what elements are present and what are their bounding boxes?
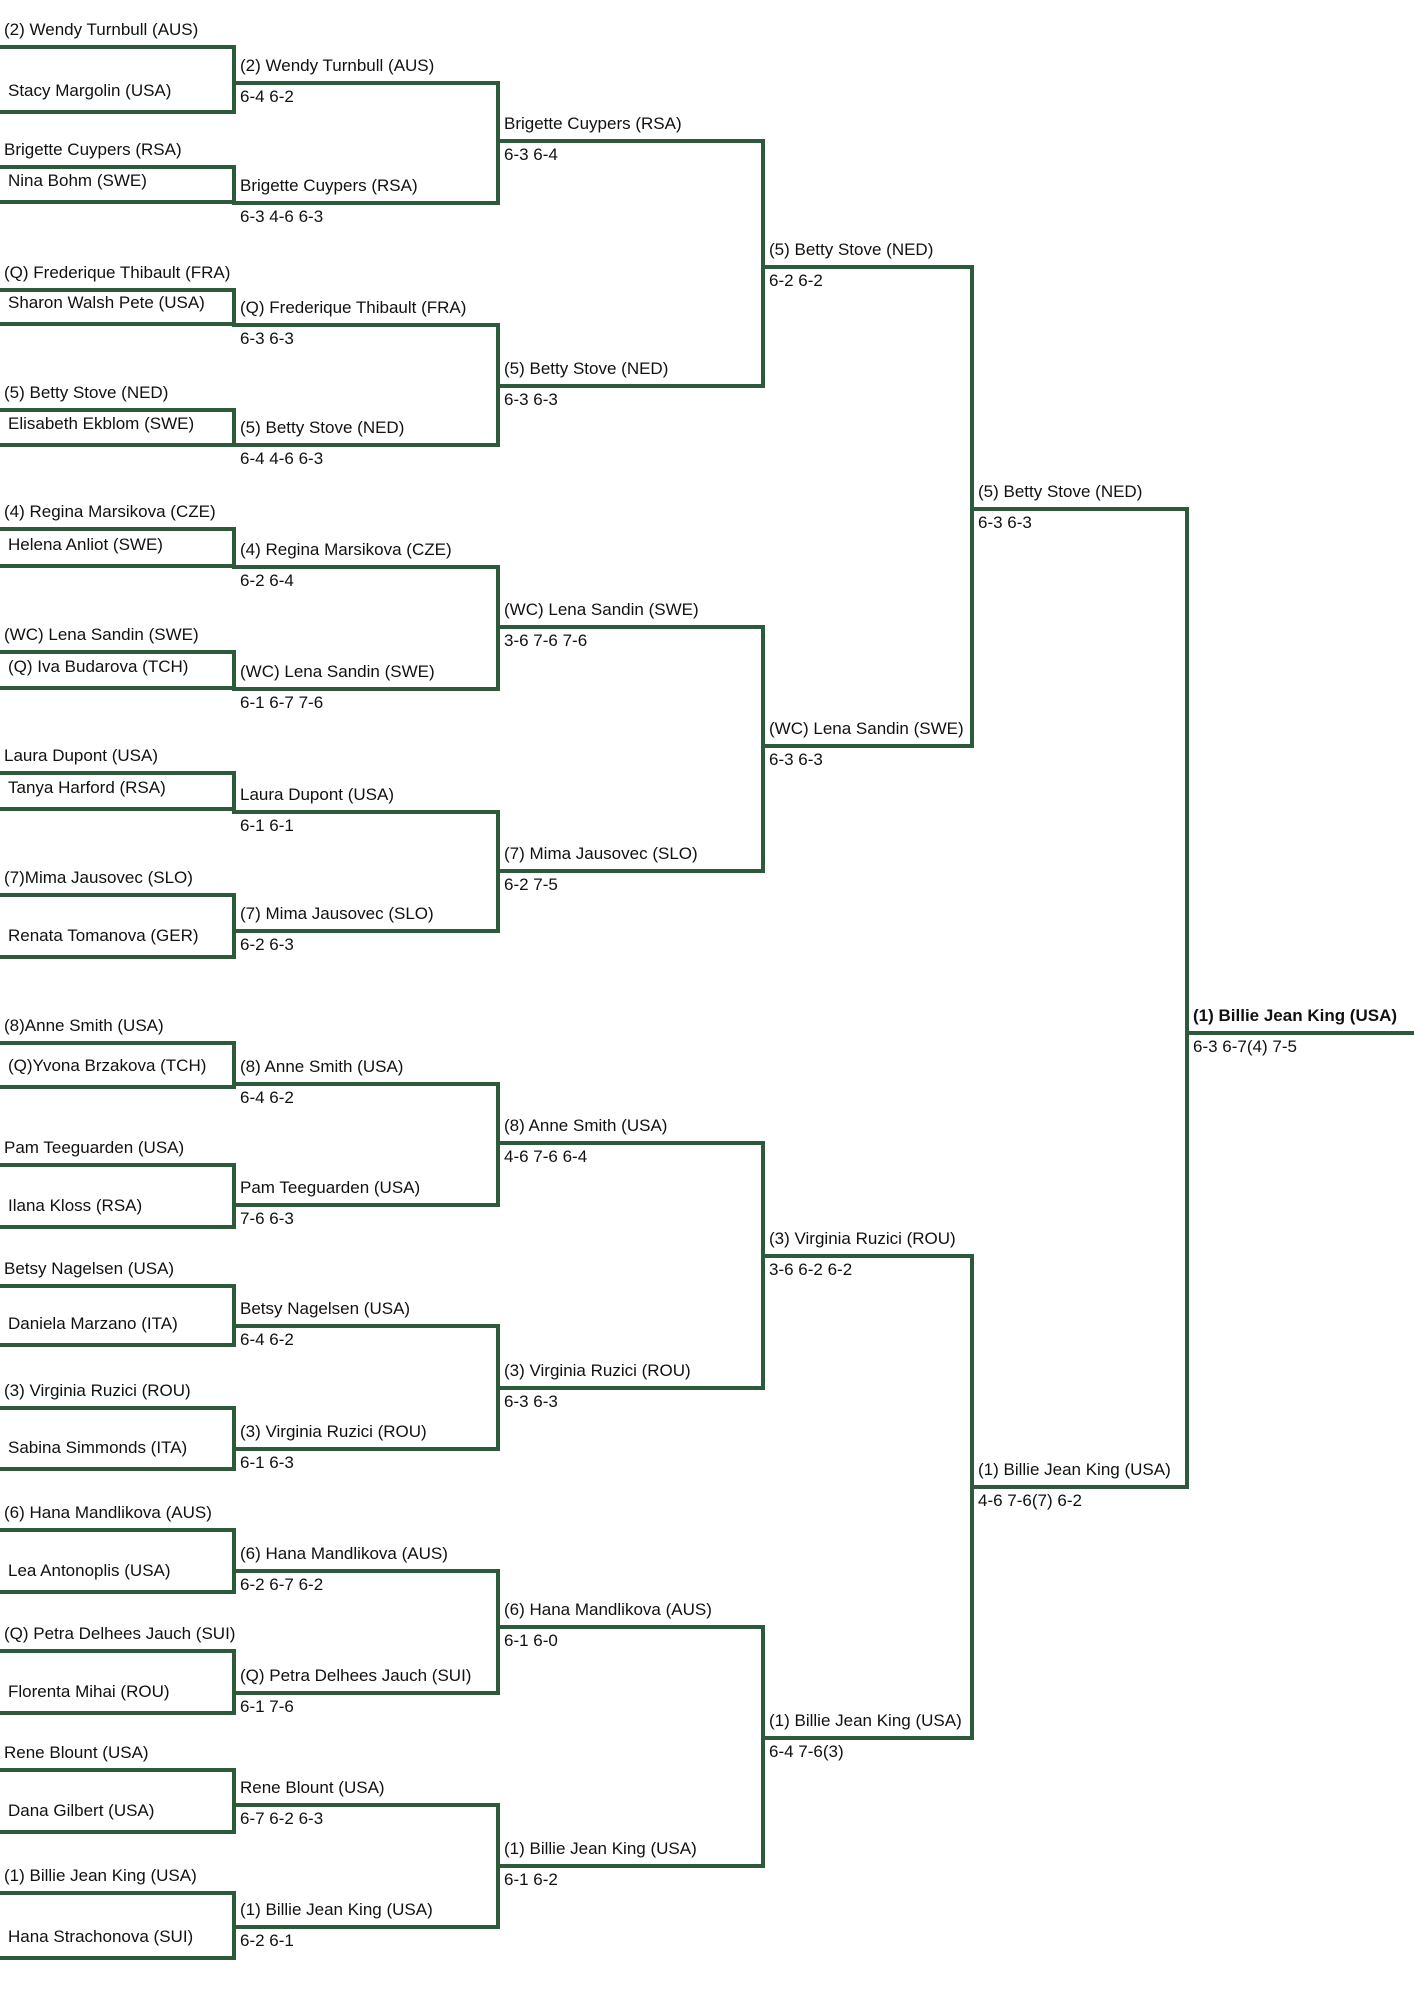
r1-player-name: (4) Regina Marsikova (CZE) [4, 502, 216, 521]
r4-winner-name: (WC) Lena Sandin (SWE) [769, 719, 964, 738]
r1-player-name: Daniela Marzano (ITA) [8, 1314, 178, 1333]
r1-player-name: Elisabeth Ekblom (SWE) [8, 414, 195, 433]
r2-winner-name: Betsy Nagelsen (USA) [240, 1299, 411, 1318]
r3-score: 6-3 6-3 [504, 1392, 558, 1411]
r1-player-name: (6) Hana Mandlikova (AUS) [4, 1503, 212, 1522]
r2-score: 6-2 6-3 [240, 935, 294, 954]
r1-player-name: (Q) Petra Delhees Jauch (SUI) [4, 1624, 236, 1643]
r2-winner-name: Laura Dupont (USA) [240, 785, 395, 804]
r5-score: 4-6 7-6(7) 6-2 [978, 1491, 1082, 1510]
r3-score: 6-1 6-0 [504, 1631, 558, 1650]
r4-winner-name: (1) Billie Jean King (USA) [769, 1711, 962, 1730]
r1-player-name: Brigette Cuypers (RSA) [4, 140, 182, 159]
r4-score: 6-4 7-6(3) [769, 1742, 844, 1761]
r2-winner-name: (3) Virginia Ruzici (ROU) [240, 1422, 427, 1441]
r1-player-name: Nina Bohm (SWE) [8, 171, 147, 190]
r2-winner-name: Pam Teeguarden (USA) [240, 1178, 421, 1197]
r4-winner-name: (5) Betty Stove (NED) [769, 240, 934, 259]
r3-winner-name: (7) Mima Jausovec (SLO) [504, 844, 698, 863]
r3-winner-name: (6) Hana Mandlikova (AUS) [504, 1600, 712, 1619]
r2-score: 6-2 6-4 [240, 571, 294, 590]
r1-player-name: (Q) Frederique Thibault (FRA) [4, 263, 231, 282]
r3-winner-name: (1) Billie Jean King (USA) [504, 1839, 697, 1858]
r1-player-name: (Q) Iva Budarova (TCH) [8, 657, 189, 676]
r4-winner-name: (3) Virginia Ruzici (ROU) [769, 1229, 956, 1248]
r1-player-name: Betsy Nagelsen (USA) [4, 1259, 175, 1278]
r2-winner-name: (Q) Frederique Thibault (FRA) [240, 298, 467, 317]
r2-score: 6-1 6-1 [240, 816, 294, 835]
r1-player-name: Sabina Simmonds (ITA) [8, 1438, 188, 1457]
r1-player-name: Rene Blount (USA) [4, 1743, 149, 1762]
r2-score: 6-7 6-2 6-3 [240, 1809, 324, 1828]
r2-score: 6-3 6-3 [240, 329, 294, 348]
r1-player-name: Tanya Harford (RSA) [8, 778, 166, 797]
r2-winner-name: (7) Mima Jausovec (SLO) [240, 904, 434, 923]
r2-winner-name: (WC) Lena Sandin (SWE) [240, 662, 435, 681]
r1-player-name: (1) Billie Jean King (USA) [4, 1866, 197, 1885]
r3-winner-name: (5) Betty Stove (NED) [504, 359, 669, 378]
r2-score: 6-1 6-3 [240, 1453, 294, 1472]
r1-player-name: (WC) Lena Sandin (SWE) [4, 625, 199, 644]
r2-score: 6-2 6-7 6-2 [240, 1575, 324, 1594]
r1-player-name: (8)Anne Smith (USA) [4, 1016, 164, 1035]
r4-score: 3-6 6-2 6-2 [769, 1260, 853, 1279]
r1-player-name: Stacy Margolin (USA) [8, 81, 172, 100]
r2-score: 7-6 6-3 [240, 1209, 294, 1228]
r1-player-name: Helena Anliot (SWE) [8, 535, 163, 554]
r3-winner-name: Brigette Cuypers (RSA) [504, 114, 682, 133]
r1-player-name: Dana Gilbert (USA) [8, 1801, 155, 1820]
r2-winner-name: (1) Billie Jean King (USA) [240, 1900, 433, 1919]
r1-player-name: Hana Strachonova (SUI) [8, 1927, 194, 1946]
r2-score: 6-4 4-6 6-3 [240, 449, 324, 468]
r6-score: 6-3 6-7(4) 7-5 [1193, 1037, 1297, 1056]
r3-score: 3-6 7-6 7-6 [504, 631, 588, 650]
r2-score: 6-1 7-6 [240, 1697, 294, 1716]
r4-score: 6-3 6-3 [769, 750, 823, 769]
r2-winner-name: (Q) Petra Delhees Jauch (SUI) [240, 1666, 472, 1685]
r2-winner-name: (5) Betty Stove (NED) [240, 418, 405, 437]
r2-score: 6-2 6-1 [240, 1931, 294, 1950]
r1-player-name: (5) Betty Stove (NED) [4, 383, 169, 402]
r2-score: 6-3 4-6 6-3 [240, 207, 324, 226]
r2-score: 6-1 6-7 7-6 [240, 693, 324, 712]
r1-player-name: Laura Dupont (USA) [4, 746, 159, 765]
r2-winner-name: (2) Wendy Turnbull (AUS) [240, 56, 435, 75]
r3-score: 6-3 6-4 [504, 145, 558, 164]
r1-player-name: Florenta Mihai (ROU) [8, 1682, 170, 1701]
r2-winner-name: Rene Blount (USA) [240, 1778, 385, 1797]
r6-winner-name: (1) Billie Jean King (USA) [1193, 1006, 1398, 1025]
r2-winner-name: (6) Hana Mandlikova (AUS) [240, 1544, 448, 1563]
r1-player-name: Ilana Kloss (RSA) [8, 1196, 143, 1215]
r1-player-name: Renata Tomanova (GER) [8, 926, 199, 945]
r3-winner-name: (3) Virginia Ruzici (ROU) [504, 1361, 691, 1380]
r3-score: 6-3 6-3 [504, 390, 558, 409]
r3-score: 4-6 7-6 6-4 [504, 1147, 588, 1166]
r2-winner-name: (4) Regina Marsikova (CZE) [240, 540, 452, 559]
r5-score: 6-3 6-3 [978, 513, 1032, 532]
r2-score: 6-4 6-2 [240, 87, 294, 106]
r3-score: 6-2 7-5 [504, 875, 558, 894]
r2-winner-name: Brigette Cuypers (RSA) [240, 176, 418, 195]
r1-player-name: Pam Teeguarden (USA) [4, 1138, 185, 1157]
r3-score: 6-1 6-2 [504, 1870, 558, 1889]
r2-score: 6-4 6-2 [240, 1088, 294, 1107]
r5-winner-name: (1) Billie Jean King (USA) [978, 1460, 1171, 1479]
r1-player-name: (7)Mima Jausovec (SLO) [4, 868, 193, 887]
r1-player-name: Lea Antonoplis (USA) [8, 1561, 171, 1580]
r1-player-name: (3) Virginia Ruzici (ROU) [4, 1381, 191, 1400]
r2-score: 6-4 6-2 [240, 1330, 294, 1349]
r4-score: 6-2 6-2 [769, 271, 823, 290]
r1-player-name: (Q)Yvona Brzakova (TCH) [8, 1056, 207, 1075]
r2-winner-name: (8) Anne Smith (USA) [240, 1057, 404, 1076]
r3-winner-name: (WC) Lena Sandin (SWE) [504, 600, 699, 619]
r1-player-name: (2) Wendy Turnbull (AUS) [4, 20, 199, 39]
r1-player-name: Sharon Walsh Pete (USA) [8, 293, 205, 312]
r5-winner-name: (5) Betty Stove (NED) [978, 482, 1143, 501]
r3-winner-name: (8) Anne Smith (USA) [504, 1116, 668, 1135]
